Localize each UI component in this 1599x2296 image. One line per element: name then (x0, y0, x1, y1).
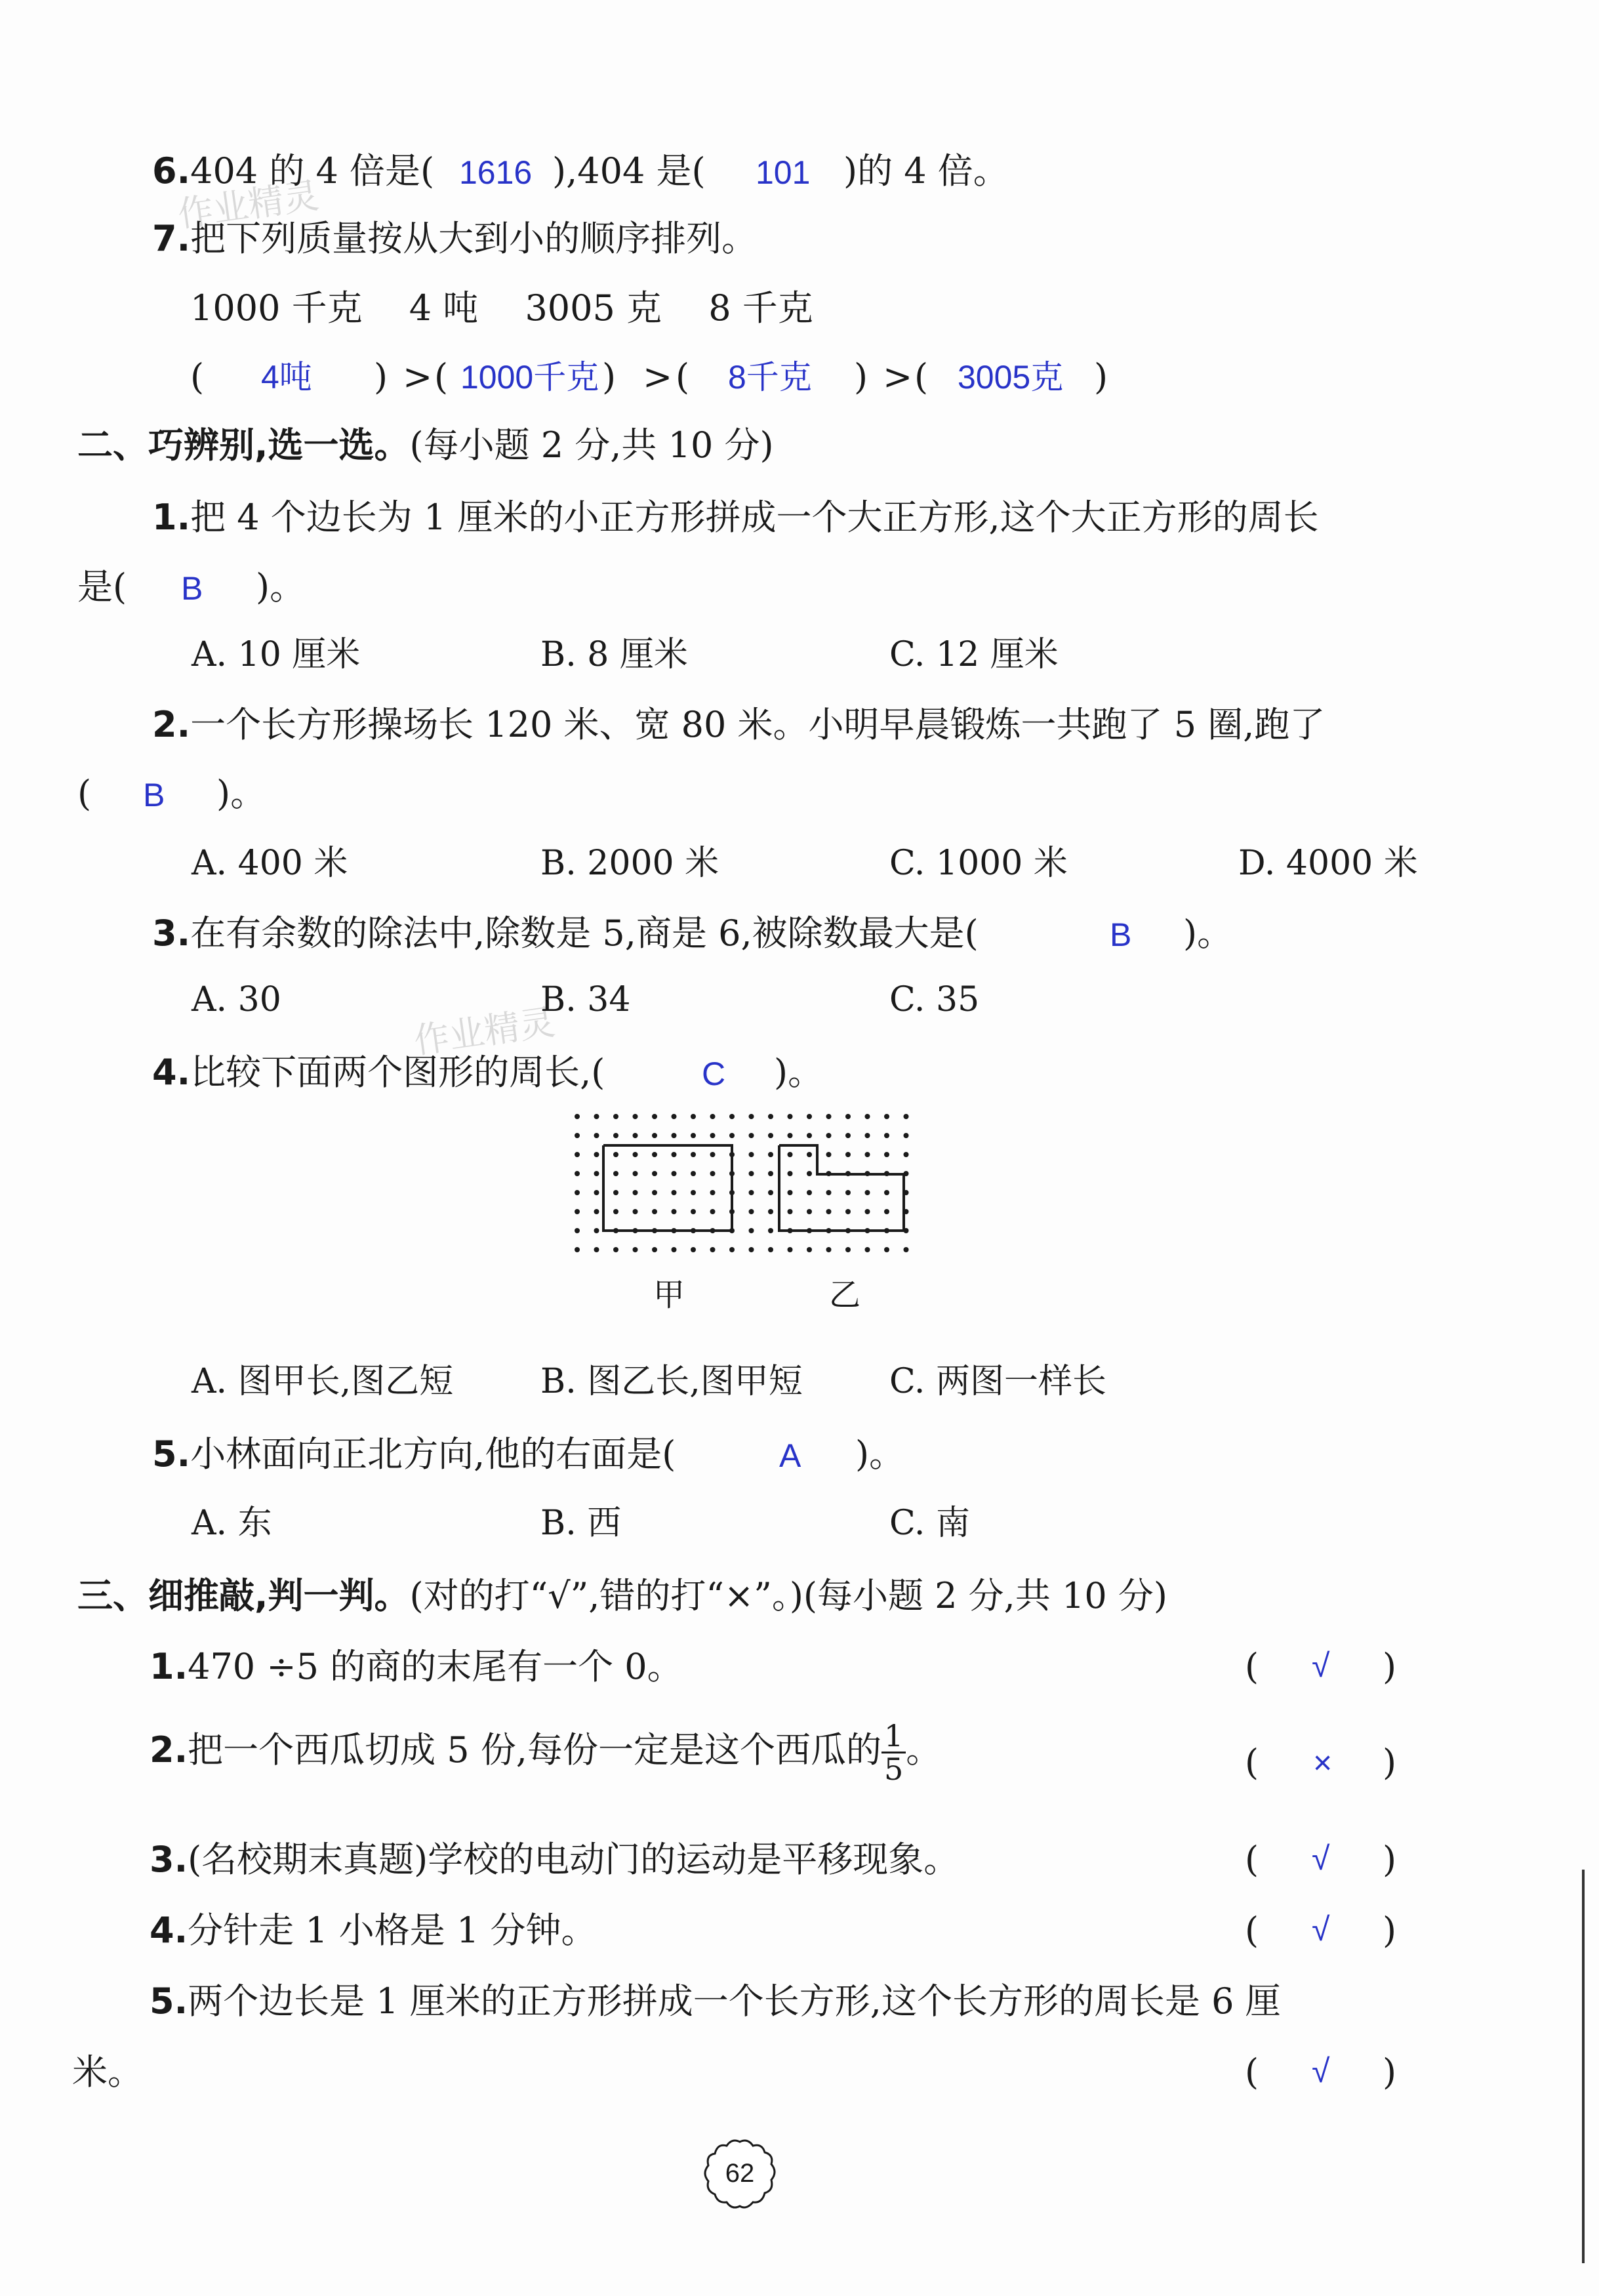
grid-dot (575, 1133, 580, 1138)
s2-question-3 (152, 912, 979, 954)
grid-dot (633, 1114, 638, 1119)
grid-dot (749, 1133, 754, 1138)
s3-question-1 (150, 1646, 683, 1687)
question-text: 404 的 4 倍是( (190, 150, 435, 192)
option: C. 12 厘米 (889, 635, 1059, 674)
grid-dot (749, 1209, 754, 1214)
grid-dot (865, 1152, 870, 1157)
option: C. 35 (889, 980, 980, 1019)
grid-dot (652, 1171, 657, 1176)
grid-dot (652, 1247, 657, 1252)
grid-dot (633, 1247, 638, 1252)
grid-dot (904, 1152, 909, 1157)
answer: A (779, 1437, 801, 1474)
answer: B (143, 777, 165, 813)
question-number: 5. (152, 1433, 191, 1475)
question-text: )。 (855, 1433, 905, 1475)
option: A. 30 (192, 980, 281, 1019)
paren: ) (1383, 1910, 1397, 1951)
grid-dot (575, 1190, 580, 1195)
grid-dot (904, 1114, 909, 1119)
option: B. 图乙长,图甲短 (540, 1362, 803, 1401)
judgement: √ (1312, 1840, 1330, 1877)
grid-dot (633, 1133, 638, 1138)
grid-dot (807, 1114, 812, 1119)
grid-dot (575, 1171, 580, 1176)
grid-dot (575, 1209, 580, 1214)
grid-dot (768, 1171, 773, 1176)
grid-dot (865, 1114, 870, 1119)
answer: 1616 (459, 154, 533, 191)
grid-dot (710, 1209, 716, 1214)
option: B. 西 (540, 1504, 622, 1543)
paren: ) (854, 356, 868, 398)
shape-jia (603, 1145, 732, 1231)
grid-dot (884, 1190, 889, 1195)
section-2-heading (77, 424, 774, 466)
answer: B (1110, 916, 1132, 953)
answer: 101 (756, 154, 811, 191)
question-text: )。 (774, 1052, 824, 1093)
grid-dot (749, 1190, 754, 1195)
section-title: 二、巧辨别,选一选。 (77, 424, 410, 466)
grid-dot (691, 1152, 696, 1157)
paren: ( (676, 356, 690, 398)
grid-dot (710, 1190, 716, 1195)
section-note: (对的打“√”,错的打“×”。)(每小题 2 分,共 10 分) (409, 1575, 1167, 1616)
grid-dot (845, 1114, 851, 1119)
grid-dot (807, 1209, 812, 1214)
page-edge-mark (1582, 1870, 1585, 2263)
grid-dot (575, 1247, 580, 1252)
question-text: 。 (906, 1729, 942, 1771)
paren: ( (77, 773, 92, 814)
question-text: 一个长方形操场长 120 米、宽 80 米。小明早晨锻炼一共跑了 5 圈,跑了 (190, 704, 1326, 745)
answer: C (702, 1056, 726, 1092)
grid-dot (845, 1190, 851, 1195)
grid-dot (788, 1152, 793, 1157)
grid-dot (768, 1152, 773, 1157)
section-title: 三、细推敲,判一判。 (77, 1575, 410, 1616)
paren: ( (434, 356, 449, 398)
option: C. 两图一样长 (889, 1362, 1106, 1401)
option: B. 34 (540, 980, 631, 1019)
grid-dot (884, 1152, 889, 1157)
grid-dot (904, 1133, 909, 1138)
section-note: (每小题 2 分,共 10 分) (409, 424, 774, 466)
grid-dot (652, 1133, 657, 1138)
watermark: 作业精灵 (175, 174, 321, 236)
question-text: 是( (77, 566, 127, 607)
grid-dot (749, 1247, 754, 1252)
paren: ) (374, 356, 388, 398)
grid-dot (749, 1152, 754, 1157)
option: D. 4000 米 (1238, 844, 1418, 883)
grid-dot (672, 1190, 677, 1195)
s2-question-5 (152, 1433, 676, 1475)
question-text: 两个边长是 1 厘米的正方形拼成一个长方形,这个长方形的周长是 6 厘 (188, 1980, 1281, 2022)
question-text: ),404 是( (552, 150, 706, 192)
paren: ) (1383, 1646, 1397, 1687)
grid-dot (807, 1247, 812, 1252)
answer: 1000千克 (460, 359, 599, 396)
question-number: 3. (152, 912, 191, 954)
grid-dot (594, 1171, 599, 1176)
question-6 (152, 150, 435, 192)
option: A. 东 (192, 1504, 272, 1543)
grid-dot (672, 1114, 677, 1119)
grid-dot (672, 1209, 677, 1214)
s3-question-4 (150, 1910, 597, 1951)
question-text: )。 (256, 566, 306, 607)
judgement: √ (1312, 1911, 1330, 1948)
mass-items: 1000 千克 4 吨 3005 克 8 千克 (190, 287, 813, 329)
judgement: √ (1312, 2053, 1330, 2089)
question-number: 2. (152, 704, 191, 745)
figure-label-jia: 甲 (653, 1277, 685, 1313)
question-text: 分针走 1 小格是 1 分钟。 (188, 1910, 597, 1951)
grid-dot (652, 1190, 657, 1195)
paren: ) (1383, 1839, 1397, 1880)
question-number: 2. (150, 1729, 188, 1771)
grid-dot (826, 1190, 832, 1195)
answer: B (181, 570, 203, 607)
grid-dot (807, 1133, 812, 1138)
s2-question-4 (152, 1052, 605, 1093)
paren: ) (1094, 356, 1108, 398)
fraction (881, 1720, 906, 1786)
grid-dot (594, 1247, 599, 1252)
dot-grid-figure (571, 1109, 918, 1273)
gt-sign: > (403, 356, 433, 398)
grid-dot (691, 1247, 696, 1252)
question-text: 小林面向正北方向,他的右面是( (190, 1433, 676, 1475)
s2-question-1 (152, 497, 1319, 538)
grid-dot (691, 1114, 696, 1119)
option: B. 8 厘米 (540, 635, 688, 674)
grid-dot (768, 1209, 773, 1214)
paren: ( (1245, 1839, 1259, 1880)
grid-dot (845, 1247, 851, 1252)
grid-dot (768, 1247, 773, 1252)
answer: 8千克 (728, 359, 812, 396)
grid-dot (594, 1133, 599, 1138)
gt-sign: > (643, 356, 673, 398)
question-number: 1. (152, 497, 191, 538)
section-3-heading (77, 1575, 1167, 1616)
question-text: (名校期末真题)学校的电动门的运动是平移现象。 (188, 1839, 960, 1880)
shape-yi (779, 1145, 904, 1231)
grid-dot (710, 1247, 716, 1252)
grid-dot (575, 1114, 580, 1119)
grid-dot (788, 1190, 793, 1195)
grid-dot (594, 1209, 599, 1214)
figure-label-yi: 乙 (829, 1277, 861, 1313)
grid-dot (826, 1247, 832, 1252)
grid-dot (575, 1228, 580, 1233)
grid-dot (710, 1171, 716, 1176)
paren: ) (1383, 2051, 1397, 2093)
question-number: 4. (152, 1052, 191, 1093)
grid-dot (788, 1133, 793, 1138)
question-text: 把下列质量按从大到小的顺序排列。 (190, 218, 758, 259)
grid-dot (613, 1152, 618, 1157)
grid-dot (691, 1209, 696, 1214)
grid-dot (807, 1152, 812, 1157)
grid-dot (594, 1152, 599, 1157)
grid-dot (768, 1190, 773, 1195)
grid-dot (729, 1133, 735, 1138)
question-text: 比较下面两个图形的周长,( (190, 1052, 605, 1093)
grid-dot (807, 1190, 812, 1195)
fraction-numerator: 1 (881, 1720, 906, 1753)
grid-dot (826, 1133, 832, 1138)
grid-dot (749, 1171, 754, 1176)
option: A. 400 米 (192, 844, 348, 883)
grid-dot (672, 1133, 677, 1138)
grid-dot (729, 1114, 735, 1119)
question-text: )。 (1183, 912, 1233, 954)
paren: ( (1245, 1742, 1259, 1783)
question-text: 在有余数的除法中,除数是 5,商是 6,被除数最大是( (190, 912, 979, 954)
question-text: 米。 (72, 2051, 143, 2093)
question-number: 4. (150, 1910, 188, 1951)
grid-dot (768, 1228, 773, 1233)
question-number: 3. (150, 1839, 188, 1880)
grid-dot (613, 1114, 618, 1119)
grid-dot (691, 1133, 696, 1138)
grid-dot (594, 1190, 599, 1195)
question-number: 7. (152, 218, 191, 259)
page-number: 62 (725, 2159, 755, 2188)
grid-dot (826, 1152, 832, 1157)
grid-dot (710, 1114, 716, 1119)
grid-dot (788, 1171, 793, 1176)
grid-dot (633, 1209, 638, 1214)
s3-question-5 (150, 1980, 1281, 2022)
option: C. 南 (889, 1504, 970, 1543)
grid-dot (652, 1209, 657, 1214)
grid-dot (710, 1133, 716, 1138)
grid-dot (788, 1114, 793, 1119)
grid-dot (865, 1247, 870, 1252)
paren: ( (1245, 1646, 1259, 1687)
grid-dot (826, 1114, 832, 1119)
question-number: 1. (150, 1646, 188, 1687)
grid-dot (672, 1247, 677, 1252)
grid-dot (768, 1114, 773, 1119)
question-number: 5. (150, 1980, 188, 2022)
grid-dot (788, 1209, 793, 1214)
question-number: 6. (152, 150, 191, 192)
judgement: × (1313, 1744, 1333, 1781)
grid-dot (710, 1152, 716, 1157)
grid-dot (594, 1228, 599, 1233)
grid-dot (884, 1114, 889, 1119)
page-number-badge (700, 2135, 779, 2214)
s2-question-2 (152, 704, 1326, 745)
paren: ( (1245, 2051, 1259, 2093)
grid-dot (575, 1152, 580, 1157)
grid-dot (729, 1247, 735, 1252)
answer: 3005克 (958, 359, 1064, 396)
s3-question-2 (150, 1720, 941, 1786)
grid-dot (691, 1190, 696, 1195)
grid-dot (749, 1114, 754, 1119)
paren: ) (602, 356, 617, 398)
answer: 4吨 (261, 359, 312, 396)
grid-dot (884, 1209, 889, 1214)
paren: ( (914, 356, 929, 398)
grid-dot (904, 1247, 909, 1252)
grid-dot (691, 1171, 696, 1176)
gt-sign: > (883, 356, 913, 398)
grid-dot (865, 1133, 870, 1138)
paren: ) (1383, 1742, 1397, 1783)
grid-dot (652, 1152, 657, 1157)
question-7 (152, 218, 758, 259)
grid-dot (633, 1171, 638, 1176)
option: A. 10 厘米 (192, 635, 361, 674)
grid-dot (884, 1133, 889, 1138)
fraction-denominator: 5 (883, 1752, 904, 1788)
option: C. 1000 米 (889, 844, 1068, 883)
paren: ( (190, 356, 205, 398)
question-text: )。 (216, 773, 266, 814)
watermark: 作业精灵 (411, 1001, 557, 1062)
grid-dot (652, 1114, 657, 1119)
question-text: 470 ÷5 的商的末尾有一个 0。 (188, 1646, 683, 1687)
question-text: 把 4 个边长为 1 厘米的小正方形拼成一个大正方形,这个大正方形的周长 (190, 497, 1319, 538)
grid-dot (633, 1152, 638, 1157)
option: A. 图甲长,图乙短 (192, 1362, 454, 1401)
grid-dot (613, 1209, 618, 1214)
grid-dot (613, 1171, 618, 1176)
question-text: 把一个西瓜切成 5 份,每份一定是这个西瓜的 (188, 1729, 881, 1771)
grid-dot (594, 1114, 599, 1119)
grid-dot (749, 1228, 754, 1233)
s3-question-3 (150, 1839, 960, 1880)
grid-dot (845, 1133, 851, 1138)
grid-dot (768, 1133, 773, 1138)
grid-dot (807, 1171, 812, 1176)
grid-dot (865, 1190, 870, 1195)
grid-dot (633, 1190, 638, 1195)
paren: ( (1245, 1910, 1259, 1951)
grid-dot (672, 1171, 677, 1176)
grid-dot (884, 1247, 889, 1252)
grid-dot (788, 1247, 793, 1252)
option: B. 2000 米 (540, 844, 719, 883)
judgement: √ (1312, 1647, 1330, 1684)
grid-dot (672, 1152, 677, 1157)
grid-dot (865, 1209, 870, 1214)
grid-dot (826, 1209, 832, 1214)
grid-dot (613, 1133, 618, 1138)
grid-dot (613, 1190, 618, 1195)
question-text: )的 4 倍。 (843, 150, 1009, 192)
grid-dot (845, 1209, 851, 1214)
grid-dot (613, 1247, 618, 1252)
grid-dot (845, 1152, 851, 1157)
